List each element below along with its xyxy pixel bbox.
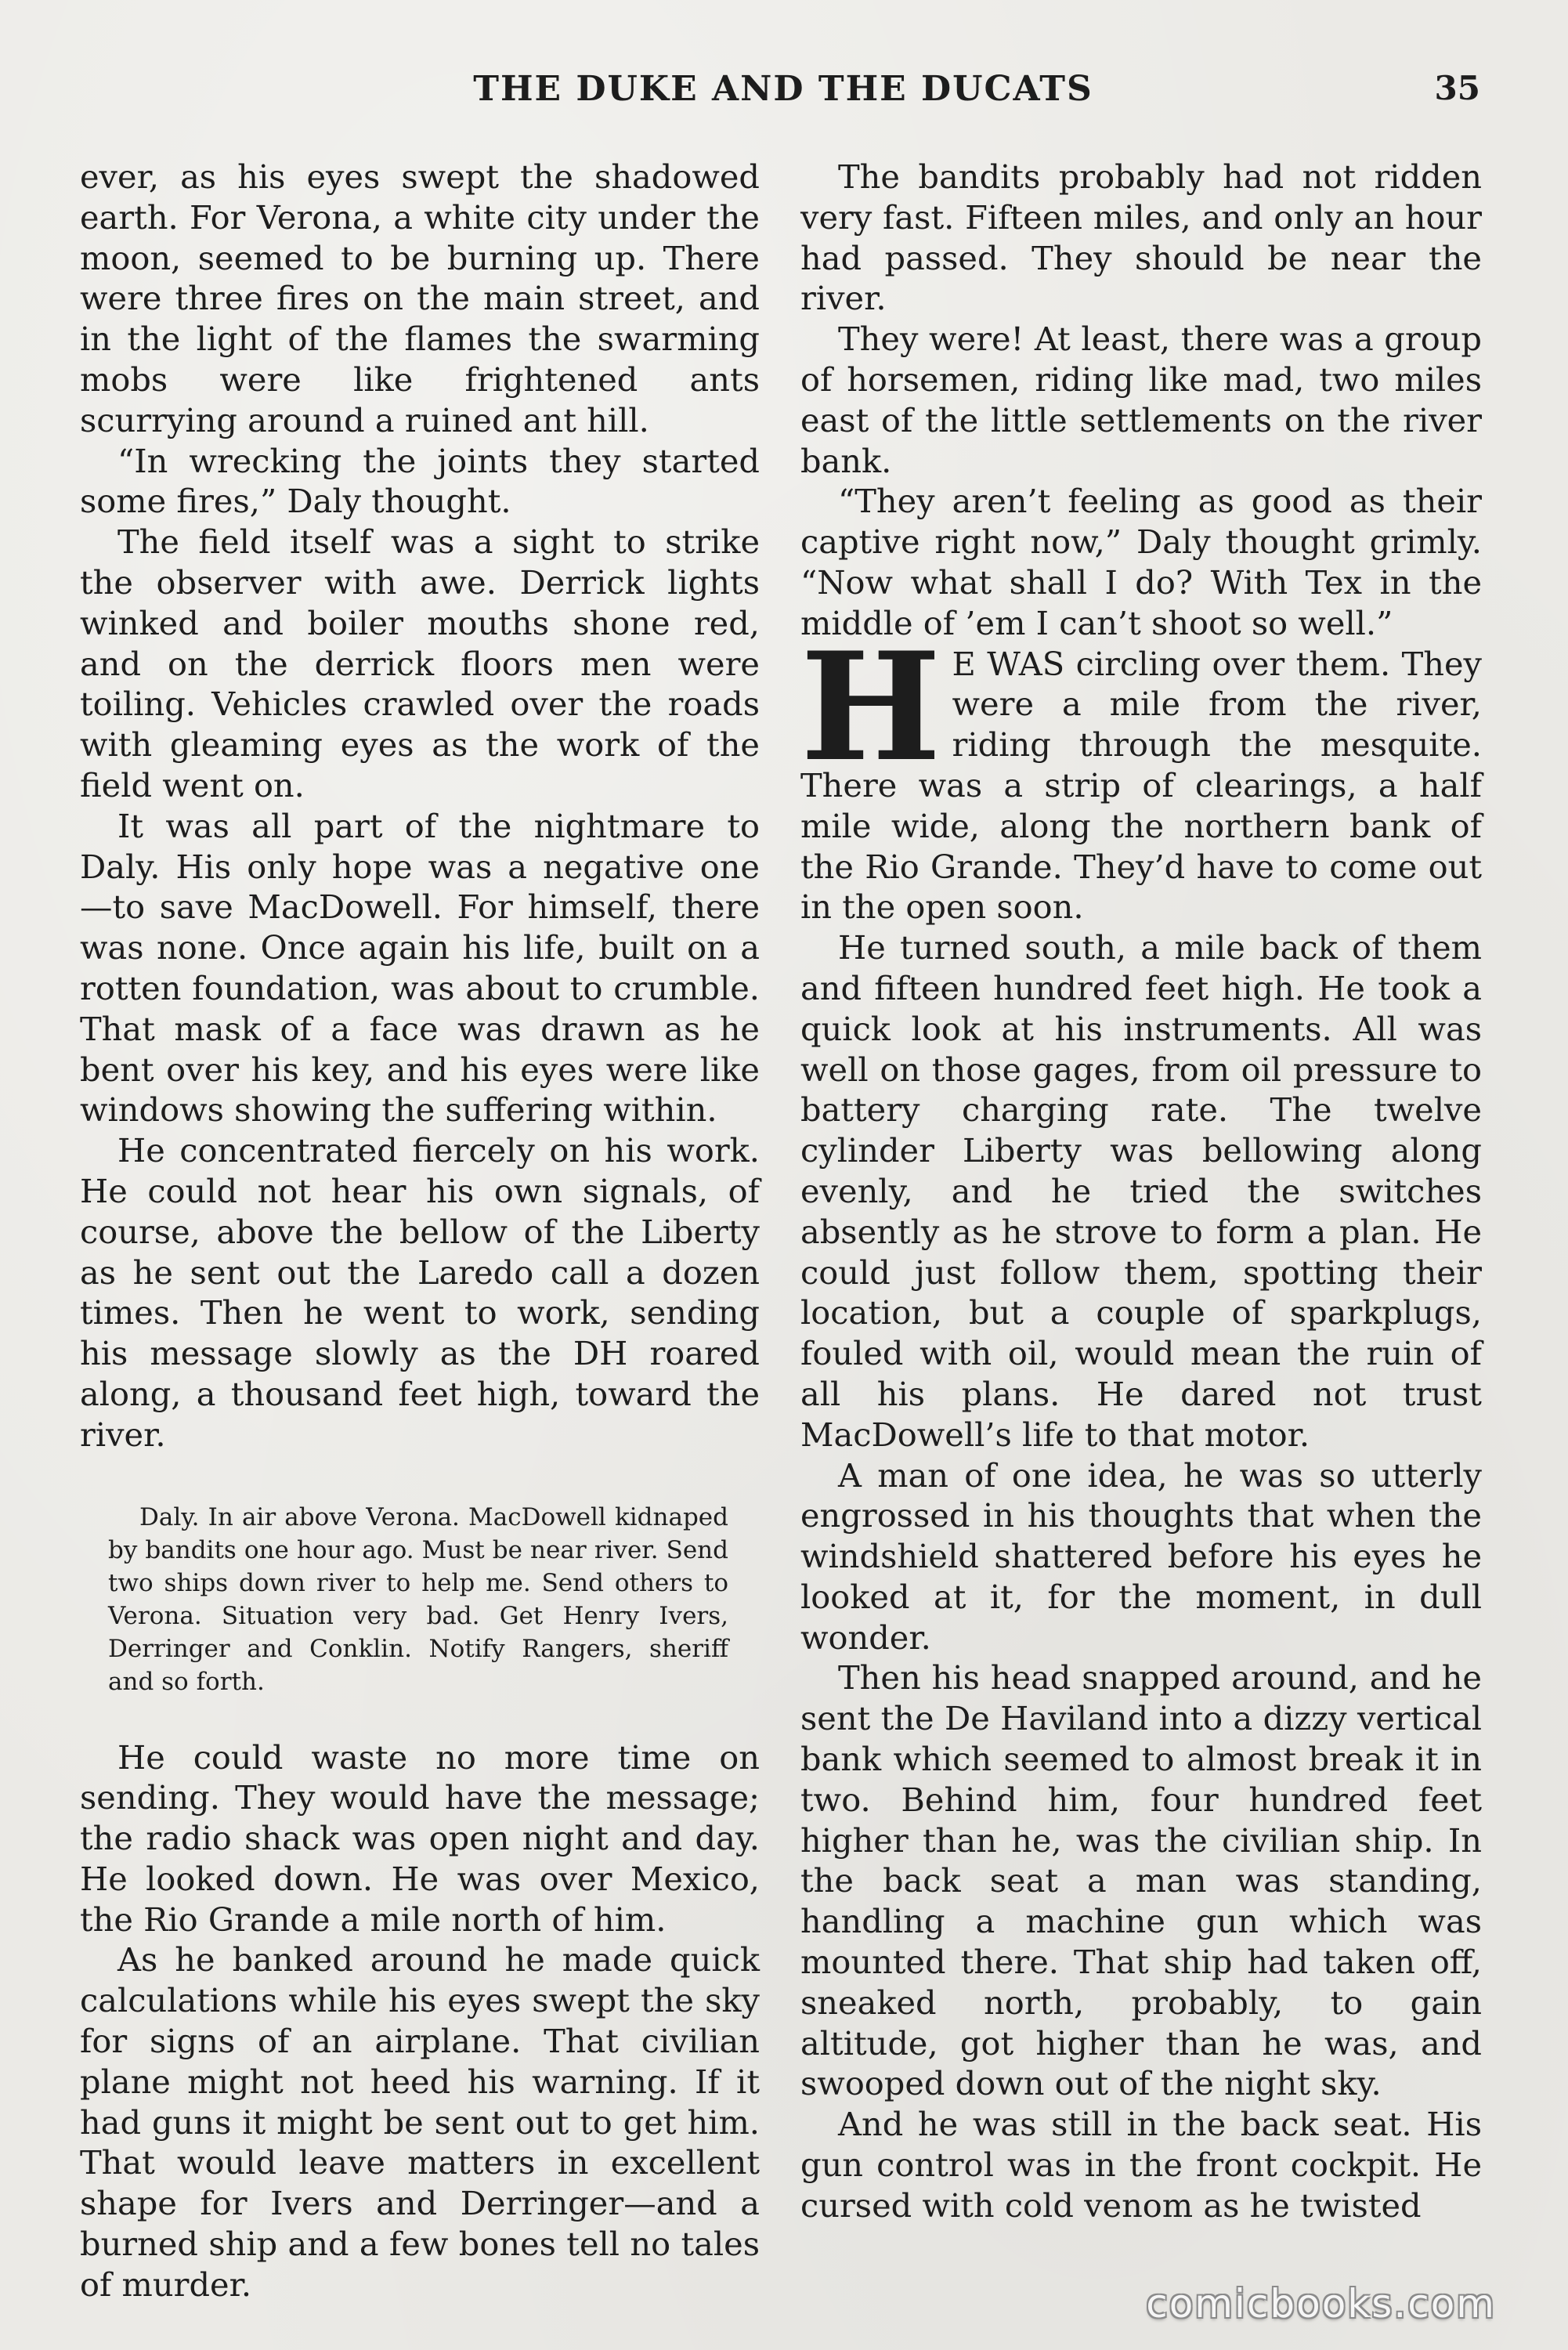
paragraph: And he was still in the back seat. His gun control was in the front cockpit. He cursed with cold venom as he twisted (800, 2105, 1482, 2225)
paragraph: He concentrated fiercely on his work. He could not hear his own signals, of course, above the bellow of the Liberty as he sent out the Laredo call a dozen times. Then he went to work, sending his message slowly as the DH roared along, a thousand feet high, toward the river. (80, 1131, 760, 1454)
paragraph: “They aren’t feeling as good as their captive right now,” Daly thought grimly. “Now what shall I do? With Tex in the middle of ’em I can’t shoot so well.” (800, 482, 1482, 642)
telegram-message: Daly. In air above Verona. MacDowell kidnaped by bandits one hour ago. Must be near river. Send two ships down river to help me. Send others to Verona. Situation very bad. Get Henry Ivers, Derringer and Conklin. Notify Rangers, sheriff and so forth. (108, 1502, 728, 1696)
page-header (0, 69, 1568, 116)
paragraph: He turned south, a mile back of them and fifteen hundred feet high. He took a quick look at his instruments. All was well on those gages, from oil pressure to battery charging rate. The twelve cylinder Liberty was bellowing along evenly, and he tried the switches absently as he strove to form a plan. He could just follow them, spotting their location, but a couple of sparkplugs, fouled with oil, would mean the ruin of all his plans. He dared not trust MacDowell’s life to that motor. (800, 928, 1482, 1454)
paragraph: Then his head snapped around, and he sent the De Haviland into a dizzy vertical bank which seemed to almost break it in two. Behind him, four hundred feet higher than he, was the civilian ship. In the back seat a man was standing, handling a machine gun which was mounted there. That ship had taken off, sneaked north, probably, to gain altitude, got higher than he was, and swooped down out of the night sky. (800, 1658, 1482, 2103)
paragraph: As he banked around he made quick calculations while his eyes swept the sky for signs of an airplane. That civilian plane might not heed his warning. If it had guns it might be sent out to get him. That would leave matters in excellent shape for Ivers and Derringer—and a burned ship and a few bones tell no tales of murder. (80, 1940, 760, 2304)
paragraph: “In wrecking the joints they started some fires,” Daly thought. (80, 441, 760, 521)
running-title: THE DUKE AND THE DUCATS (473, 69, 1093, 109)
paragraph: They were! At least, there was a group of horsemen, riding like mad, two miles east of the little settlements on the river bank. (800, 320, 1482, 480)
page-number: 35 (1434, 69, 1480, 107)
watermark: comicbooks.com (1146, 2281, 1496, 2326)
paragraph: A man of one idea, he was so utterly engrossed in his thoughts that when the windshield shattered before his eyes he looked at it, for the moment, in dull wonder. (800, 1455, 1482, 1657)
paragraph: ever, as his eyes swept the shadowed earth. For Verona, a white city under the moon, seemed to be burning up. There were three fires on the main street, and in the light of the flames the swarming mobs were like frightened ants scurrying around a ruined ant hill. (80, 157, 760, 439)
dropcap-paragraph-text: E WAS circling over them. They were a mile from the river, riding through the mesquite. There was a strip of clearings, a half mile wide, along the northern bank of the Rio Grande. They’d have to come out in the open soon. (800, 644, 1482, 927)
left-column (80, 157, 760, 2305)
drop-cap: H (800, 619, 941, 794)
paragraph: The bandits probably had not ridden very fast. Fifteen miles, and only an hour had passed. They should be near the river. (800, 157, 1482, 318)
paragraph: It was all part of the nightmare to Daly. His only hope was a negative one —to save MacDowell. For himself, there was none. Once again his life, built on a rotten foundation, was about to crumble. That mask of a face was drawn as he bent over his key, and his eyes were like windows showing the suffering within. (80, 806, 760, 1130)
paragraph: The field itself was a sight to strike the observer with awe. Derrick lights winked and boiler mouths shone red, and on the derrick floors men were toiling. Vehicles crawled over the roads with gleaming eyes as the work of the field went on. (80, 522, 760, 804)
section-opening-paragraph (800, 619, 1482, 928)
paragraph: He could waste no more time on sending. They would have the message; the radio shack was open night and day. He looked down. He was over Mexico, the Rio Grande a mile north of him. (80, 1737, 760, 1939)
right-column (800, 157, 1482, 2226)
